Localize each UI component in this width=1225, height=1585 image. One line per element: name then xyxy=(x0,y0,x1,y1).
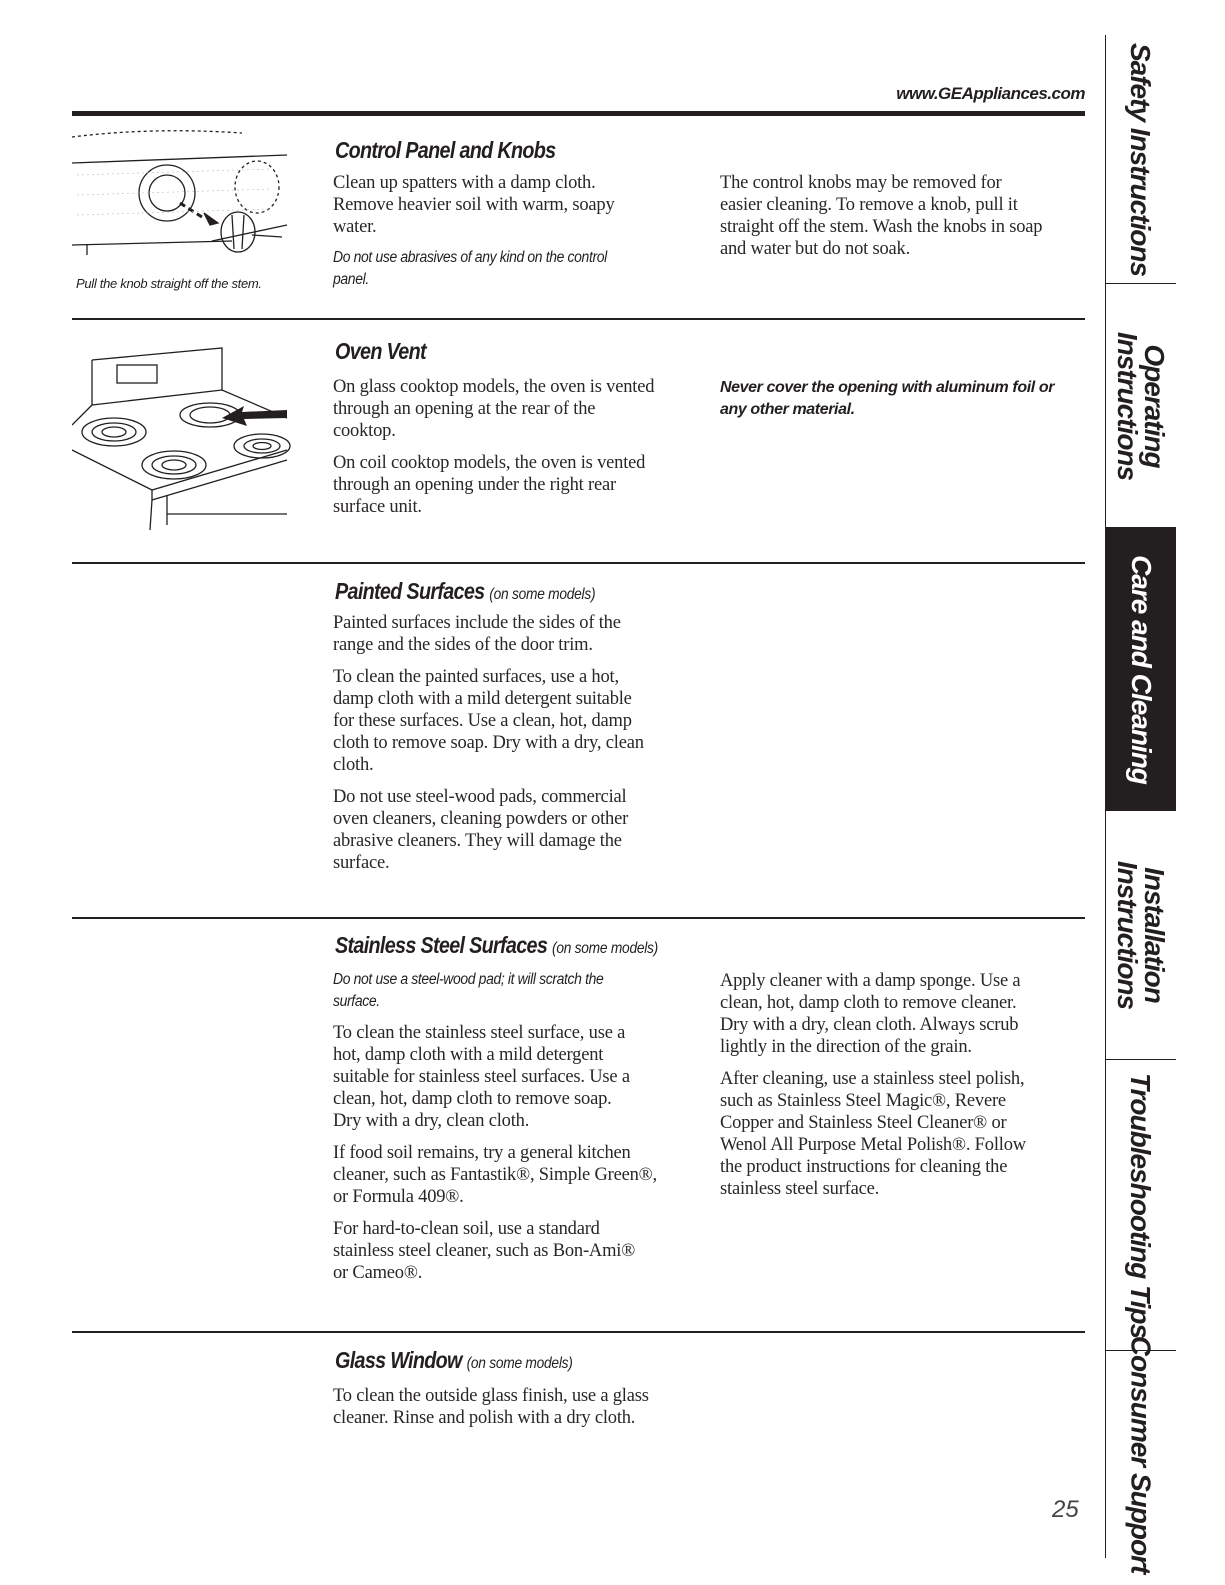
text-line: clean, hot, damp cloth to remove cleaner. xyxy=(720,993,1017,1013)
text-line: straight off the stem. Wash the knobs in soap xyxy=(720,217,1043,237)
tab-operating-instructions[interactable] xyxy=(1106,284,1176,528)
text-line: surface unit. xyxy=(333,497,422,517)
text-line: stainless steel surface. xyxy=(720,1179,880,1199)
text-line: easier cleaning. To remove a knob, pull it xyxy=(720,195,1018,215)
paragraph xyxy=(720,970,1100,1058)
text-line: cloth to remove soap. Dry with a dry, clean xyxy=(333,733,644,753)
tab-label: Operating Instructions xyxy=(1112,331,1170,480)
control-panel-heading: Control Panel and Knobs xyxy=(335,137,556,163)
text-line: any other material. xyxy=(720,401,855,418)
text-line: and water but do not soak. xyxy=(720,239,911,259)
stainless-steel-left-text xyxy=(333,1022,713,1294)
knob-caption: Pull the knob straight off the stem. xyxy=(76,276,262,291)
text-line: range and the sides of the door trim. xyxy=(333,635,593,655)
text-line: damp cloth with a mild detergent suitable xyxy=(333,689,632,709)
text-line: Wenol All Purpose Metal Polish®. Follow xyxy=(720,1135,1026,1155)
text-line: cleaner. Rinse and polish with a dry cloth. xyxy=(333,1408,636,1428)
text-line: hot, damp cloth with a mild detergent xyxy=(333,1045,604,1065)
heading-note: (on some models) xyxy=(466,1355,573,1372)
oven-vent-text xyxy=(333,376,713,528)
tab-troubleshooting-tips[interactable] xyxy=(1106,1060,1176,1351)
glass-window-heading xyxy=(335,1347,573,1374)
heading-text: Stainless Steel Surfaces xyxy=(335,932,548,958)
header-rule xyxy=(72,111,1085,116)
text-line: Clean up spatters with a damp cloth. xyxy=(333,173,596,193)
text-line: Remove heavier soil with warm, soapy xyxy=(333,195,615,215)
text-line: such as Stainless Steel Magic®, Revere xyxy=(720,1091,1006,1111)
text-line: clean, hot, damp cloth to remove soap. xyxy=(333,1089,612,1109)
stainless-steel-heading xyxy=(335,932,658,959)
oven-vent-warning xyxy=(720,377,1100,421)
text-line: suitable for stainless steel surfaces. Use a xyxy=(333,1067,630,1087)
section-rule xyxy=(72,1331,1085,1333)
text-line: surface. xyxy=(333,853,390,873)
stainless-steel-warning xyxy=(333,969,693,1013)
heading-text: Painted Surfaces xyxy=(335,578,485,604)
text-line: surface. xyxy=(333,993,380,1010)
control-panel-left-text xyxy=(333,172,693,238)
tab-installation-instructions[interactable] xyxy=(1106,811,1176,1060)
control-panel-right-text xyxy=(720,172,1100,260)
paragraph xyxy=(333,612,713,656)
text-line: The control knobs may be removed for xyxy=(720,173,1002,193)
text-line: To clean the stainless steel surface, use a xyxy=(333,1023,626,1043)
paragraph xyxy=(333,786,713,874)
control-panel-warning xyxy=(333,247,693,291)
tab-label: Installation Instructions xyxy=(1112,860,1170,1010)
text-line: cloth. xyxy=(333,755,374,775)
text-line: Do not use abrasives of any kind on the control xyxy=(333,249,607,266)
heading-text: Glass Window xyxy=(335,1347,462,1373)
tab-care-and-cleaning[interactable] xyxy=(1106,528,1176,811)
text-line: Dry with a dry, clean cloth. xyxy=(333,1111,530,1131)
tab-consumer-support[interactable] xyxy=(1106,1335,1176,1574)
control-knob-illustration xyxy=(72,125,302,270)
text-line: abrasive cleaners. They will damage the xyxy=(333,831,622,851)
text-line: On coil cooktop models, the oven is vented xyxy=(333,453,646,473)
text-line: or Formula 409®. xyxy=(333,1187,464,1207)
paragraph xyxy=(333,666,713,776)
text-line: For hard-to-clean soil, use a standard xyxy=(333,1219,600,1239)
tab-label: Care and Cleaning xyxy=(1125,554,1157,784)
text-line: or Cameo®. xyxy=(333,1263,423,1283)
tab-label: Troubleshooting Tips xyxy=(1125,1072,1157,1338)
text-line: Dry with a dry, clean cloth. Always scrub xyxy=(720,1015,1019,1035)
text-line: After cleaning, use a stainless steel polish, xyxy=(720,1069,1025,1089)
text-line: stainless steel cleaner, such as Bon-Ami® xyxy=(333,1241,636,1261)
painted-surfaces-heading xyxy=(335,578,595,605)
text-line: To clean the painted surfaces, use a hot, xyxy=(333,667,619,687)
text-line: Painted surfaces include the sides of the xyxy=(333,613,621,633)
section-rule xyxy=(72,917,1085,919)
text-line: On glass cooktop models, the oven is vented xyxy=(333,377,655,397)
text-line: Do not use steel-wood pads, commercial xyxy=(333,787,627,807)
paragraph xyxy=(333,452,713,518)
heading-note: (on some models) xyxy=(551,940,658,957)
paragraph xyxy=(720,1068,1100,1200)
text-line: cleaner, such as Fantastik®, Simple Green®, xyxy=(333,1165,657,1185)
text-line: Do not use a steel-wood pad; it will scratch the xyxy=(333,971,604,988)
text-line: If food soil remains, try a general kitchen xyxy=(333,1143,631,1163)
text-line: for these surfaces. Use a clean, hot, damp xyxy=(333,711,632,731)
paragraph xyxy=(333,1218,713,1284)
text-line: To clean the outside glass finish, use a glass xyxy=(333,1386,649,1406)
section-tabs-sidebar xyxy=(1105,35,1176,1574)
text-line: Apply cleaner with a damp sponge. Use a xyxy=(720,971,1021,991)
oven-vent-illustration xyxy=(72,330,302,530)
paragraph xyxy=(333,1022,713,1132)
oven-vent-heading: Oven Vent xyxy=(335,338,426,364)
website-url: www.GEAppliances.com xyxy=(896,84,1085,103)
page-number: 25 xyxy=(1052,1496,1079,1523)
text-line: panel. xyxy=(333,271,369,288)
tab-safety-instructions[interactable] xyxy=(1106,35,1176,284)
text-line: Never cover the opening with aluminum foil or xyxy=(720,379,1055,396)
text-line: oven cleaners, cleaning powders or other xyxy=(333,809,629,829)
section-rule xyxy=(72,562,1085,564)
heading-note: (on some models) xyxy=(489,586,596,603)
painted-surfaces-text xyxy=(333,612,713,884)
section-rule xyxy=(72,318,1085,320)
text-line: through an opening at the rear of the xyxy=(333,399,596,419)
text-line: through an opening under the right rear xyxy=(333,475,616,495)
text-line: cooktop. xyxy=(333,421,396,441)
text-line: lightly in the direction of the grain. xyxy=(720,1037,972,1057)
text-line: Copper and Stainless Steel Cleaner® or xyxy=(720,1113,1007,1133)
tab-label: Safety Instructions xyxy=(1125,42,1157,276)
paragraph xyxy=(333,1142,713,1208)
stainless-steel-right-text xyxy=(720,970,1100,1210)
text-line: the product instructions for cleaning the xyxy=(720,1157,1008,1177)
paragraph xyxy=(333,376,713,442)
tab-label: Consumer Support xyxy=(1125,1335,1157,1574)
glass-window-text xyxy=(333,1385,733,1429)
text-line: water. xyxy=(333,217,377,237)
